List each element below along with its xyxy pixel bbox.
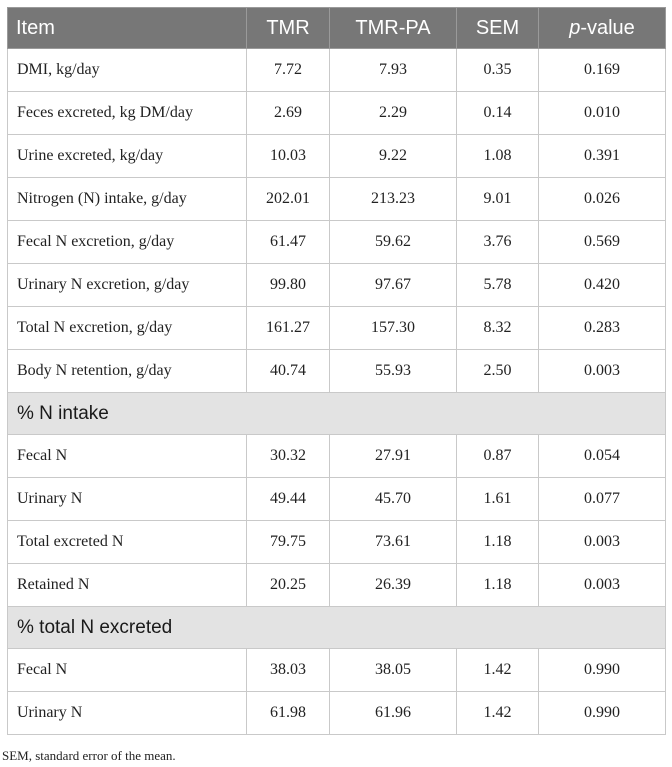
table-cell: 99.80 [247, 264, 330, 307]
table-cell: 5.78 [457, 264, 539, 307]
table-cell: 0.003 [539, 350, 666, 393]
table-cell: 3.76 [457, 221, 539, 264]
table-cell: 59.62 [330, 221, 457, 264]
table-cell: 40.74 [247, 350, 330, 393]
table-cell: 9.01 [457, 178, 539, 221]
table-wrapper [7, 7, 665, 735]
header-row [8, 8, 666, 49]
header-tmr: TMR [247, 8, 330, 49]
table-row [8, 435, 666, 478]
table-cell: 61.47 [247, 221, 330, 264]
table-cell: 2.29 [330, 92, 457, 135]
table-body [8, 49, 666, 735]
table-cell: 2.69 [247, 92, 330, 135]
table-cell: 0.35 [457, 49, 539, 92]
row-label: Fecal N excretion, g/day [8, 221, 247, 264]
table-cell: 7.93 [330, 49, 457, 92]
row-label: Nitrogen (N) intake, g/day [8, 178, 247, 221]
table-cell: 26.39 [330, 564, 457, 607]
table-cell: 0.283 [539, 307, 666, 350]
table-cell: 38.05 [330, 649, 457, 692]
table-cell: 61.96 [330, 692, 457, 735]
table-cell: 61.98 [247, 692, 330, 735]
table-cell: 1.61 [457, 478, 539, 521]
row-label: Fecal N [8, 435, 247, 478]
table-cell: 79.75 [247, 521, 330, 564]
table-cell: 0.391 [539, 135, 666, 178]
row-label: Retained N [8, 564, 247, 607]
table-row [8, 135, 666, 178]
table-cell: 1.08 [457, 135, 539, 178]
table-cell: 0.420 [539, 264, 666, 307]
table-cell: 38.03 [247, 649, 330, 692]
table-row [8, 49, 666, 92]
table-cell: 1.42 [457, 649, 539, 692]
header-item: Item [8, 8, 247, 49]
table-cell: 0.87 [457, 435, 539, 478]
table-cell: 20.25 [247, 564, 330, 607]
table-cell: 0.054 [539, 435, 666, 478]
row-label: Urinary N excretion, g/day [8, 264, 247, 307]
row-label: Total excreted N [8, 521, 247, 564]
table-cell: 161.27 [247, 307, 330, 350]
table-cell: 30.32 [247, 435, 330, 478]
header-tmr-pa: TMR-PA [330, 8, 457, 49]
table-cell: 0.026 [539, 178, 666, 221]
header-sem: SEM [457, 8, 539, 49]
table-cell: 45.70 [330, 478, 457, 521]
table-row [8, 649, 666, 692]
table-cell: 202.01 [247, 178, 330, 221]
table-row [8, 350, 666, 393]
table-cell: 0.003 [539, 564, 666, 607]
table-row [8, 264, 666, 307]
table-cell: 73.61 [330, 521, 457, 564]
section-label: % N intake [8, 393, 666, 435]
table-row [8, 692, 666, 735]
row-label: Feces excreted, kg DM/day [8, 92, 247, 135]
row-label: Body N retention, g/day [8, 350, 247, 393]
table-cell: 0.990 [539, 649, 666, 692]
header-p-italic: p [569, 16, 581, 39]
table-cell: 157.30 [330, 307, 457, 350]
table-cell: 1.42 [457, 692, 539, 735]
row-label: Urinary N [8, 692, 247, 735]
table-cell: 1.18 [457, 564, 539, 607]
section-row [8, 607, 666, 649]
table-cell: 0.569 [539, 221, 666, 264]
section-label: % total N excreted [8, 607, 666, 649]
row-label: Urinary N [8, 478, 247, 521]
table-cell: 97.67 [330, 264, 457, 307]
table-cell: 8.32 [457, 307, 539, 350]
table-cell: 7.72 [247, 49, 330, 92]
row-label: Fecal N [8, 649, 247, 692]
row-label: Urine excreted, kg/day [8, 135, 247, 178]
table-row [8, 564, 666, 607]
section-row [8, 393, 666, 435]
table-cell: 49.44 [247, 478, 330, 521]
row-label: DMI, kg/day [8, 49, 247, 92]
table-row [8, 92, 666, 135]
table-cell: 0.14 [457, 92, 539, 135]
table-cell: 213.23 [330, 178, 457, 221]
table-cell: 27.91 [330, 435, 457, 478]
table-cell: 0.990 [539, 692, 666, 735]
table-row [8, 178, 666, 221]
table-cell: 10.03 [247, 135, 330, 178]
header-p-rest: -value [580, 16, 635, 39]
header-p-value [539, 8, 666, 49]
table-cell: 0.003 [539, 521, 666, 564]
table-cell: 0.010 [539, 92, 666, 135]
table-cell: 1.18 [457, 521, 539, 564]
table-row [8, 478, 666, 521]
table-cell: 2.50 [457, 350, 539, 393]
footnote: SEM, standard error of the mean. [2, 748, 176, 763]
table-row [8, 221, 666, 264]
data-table [7, 7, 666, 735]
row-label: Total N excretion, g/day [8, 307, 247, 350]
table-row [8, 521, 666, 564]
table-cell: 55.93 [330, 350, 457, 393]
table-row [8, 307, 666, 350]
table-cell: 0.169 [539, 49, 666, 92]
table-cell: 9.22 [330, 135, 457, 178]
table-cell: 0.077 [539, 478, 666, 521]
